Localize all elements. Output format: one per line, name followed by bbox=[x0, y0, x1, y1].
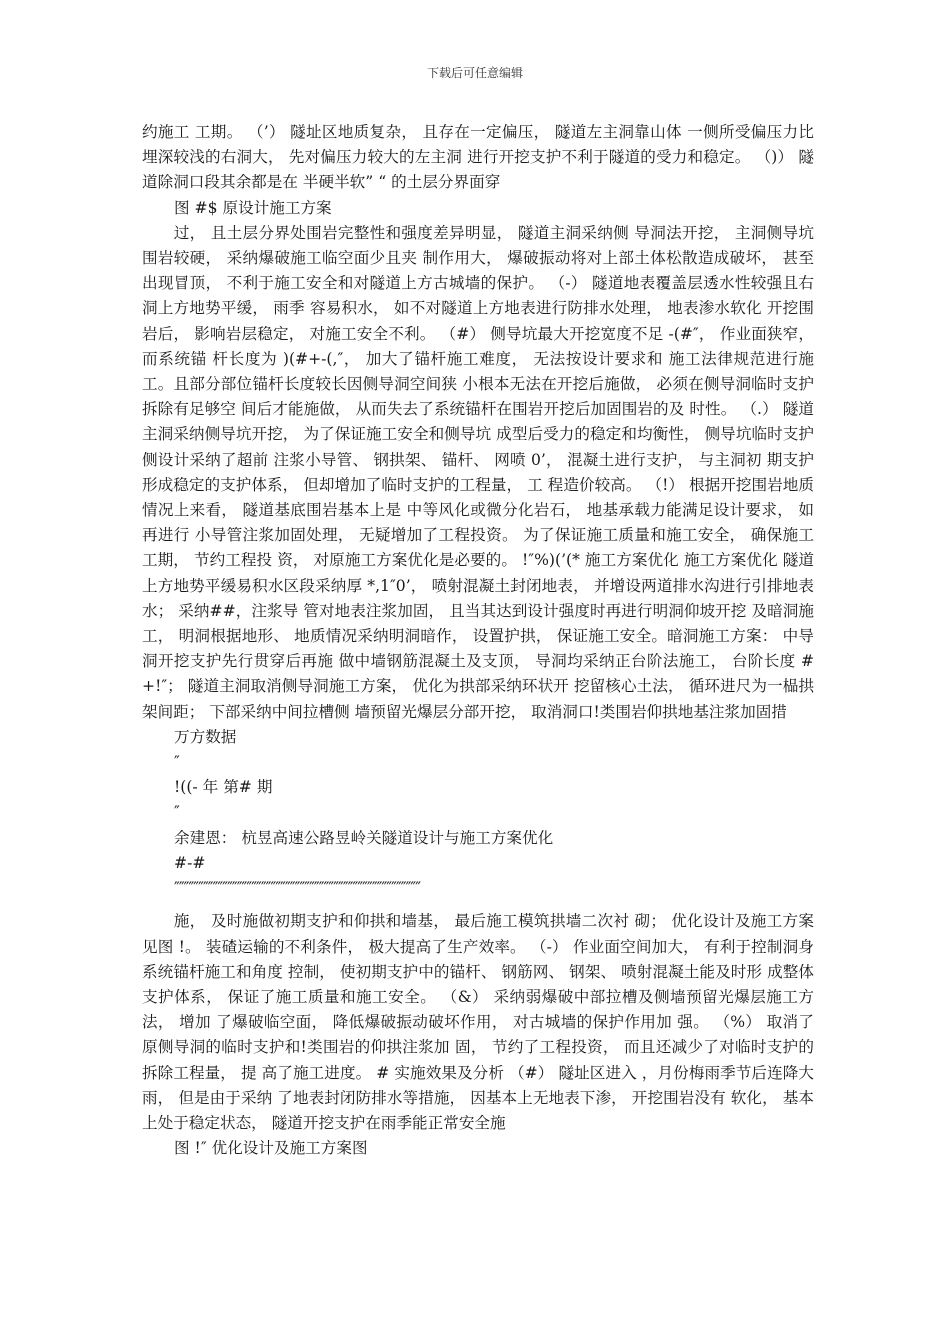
figure-caption-optimized-plan: 图 !″ 优化设计及施工方案图 bbox=[174, 1139, 368, 1158]
page-header: 下载后可任意编辑 bbox=[426, 66, 523, 80]
issue-line: !((- 年 第# 期 bbox=[174, 778, 273, 797]
running-title-line: 余建恩： 杭昱高速公路昱岭关隧道设计与施工方案优化 bbox=[174, 828, 554, 847]
paragraph-1: 约施工 工期。 （’） 隧址区地质复杂， 且存在一定偏压， 隧道左主洞靠山体 一侧所受偏压力比埋深较浅的右洞大， 先对偏压力较大的左主洞 进行开挖支护不利于隧道的受力和稳定。 （)） 隧道除洞口段其余都是在 半硬半软” “ 的土层分界面穿 bbox=[142, 123, 814, 192]
paragraph-3: 施， 及时施做初期支护和仰拱和墙基， 最后施工模筑拱墙二次衬 砌； 优化设计及施工方案见图 !。 装碴运输的不利条件， 极大提高了生产效率。 （-） 作业面空间加大， 有利于控制洞身系统锚杆施工和角度 控制， 使初期支护中的锚杆、 钢筋网、 钢架、 喷射混凝土能及时形 成整体支护体系， 保证了施工质量和施工安全。 （&） 采纳弱爆破中部拉槽及侧墙预留光爆层施工方法， 增加 了爆破临空面， 降低爆破振动破坏作用， 对古城墙的保护作用加 强。 （%） 取消了原侧导洞的临时支护和!类围岩的仰拱注浆加 固， 节约了工程投资， 而且还减少了对临时支护的拆除工程量， 提 高了施工进度。 # 实施效果及分析 （#） 隧址区进入 ，月份梅雨季节后连降大雨， 但是由于采纳 了地表封闭防排水等措施， 因基本上无地表下渗， 开挖围岩没有 软化， 基本上处于稳定状态， 隧道开挖支护在雨季能正常安全施 bbox=[142, 912, 814, 1132]
figure-caption-original-plan: 图 #$ 原设计施工方案 bbox=[174, 198, 332, 217]
document-body bbox=[142, 120, 814, 1161]
spacer bbox=[142, 901, 814, 909]
page-number-line: #-# bbox=[174, 853, 206, 872]
watermark-source-line: 万方数据 bbox=[174, 727, 237, 746]
paragraph-2: 过， 且土层分界处围岩完整性和强度差异明显， 隧道主洞采纳侧 导洞法开挖， 主洞侧导坑围岩较硬， 采纳爆破施工临空面少且夹 制作用大， 爆破振动将对上部土体松散造成破坏， 甚至出现冒顶， 不利于施工安全和对隧道上方古城墙的保护。 （-） 隧道地表覆盖层透水性较强且右洞上方地势平缓， 雨季 容易积水， 如不对隧道上方地表进行防排水处理， 地表渗水软化 开挖围岩后， 影响岩层稳定， 对施工安全不利。 （#） 侧导坑最大开挖宽度不足 -(#″， 作业面狭窄， 而系统锚 杆长度为 )(#+-(,″， 加大了锚杆施工难度， 无法按设计要求和 施工法律规范进行施工。且部分部位锚杆长度较长因侧导洞空间狭 小根本无法在开挖后施做， 必须在侧导洞临时支护拆除有足够空 间后才能施做， 从而失去了系统锚杆在围岩开挖后加固围岩的及 时性。 （.） 隧道主洞采纳侧导坑开挖， 为了保证施工安全和侧导坑 成型后受力的稳定和均衡性， 侧导坑临时支护侧设计采纳了超前 注浆小导管、 钢拱架、 锚杆、 网喷 0’， 混凝土进行支护， 与主洞初 期支护形成稳定的支护体系， 但却增加了临时支护的工程量， 工 程造价较高。 （!） 根据开挖围岩地质情况上来看， 隧道基底围岩基本上是 中等风化或微分化岩石， 地基承载力能满足设计要求， 如再进行 小导管注浆加固处理， 无疑增加了工程投资。 为了保证施工质量和施工安全， 确保施工工期， 节约工程投 资， 对原施工方案优化是必要的。 !″%)(’(* 施工方案优化 施工方案优化 隧道上方地势平缓易积水区段采纳厚 *,1″0’， 喷射混凝土封闭地表， 并增设两道排水沟进行引排地表水； 采纳##，注浆导 管对地表注浆加固， 且当其达到设计强度时再进行明洞仰坡开挖 及暗洞施工， 明洞根据地形、 地质情况采纳明洞暗作， 设置护拱， 保证施工安全。暗洞施工方案： 中导洞开挖支护先行贯穿后再施 做中墙钢筋混凝土及支顶， 导洞均采纳正台阶法施工， 台阶长度 #+!″； 隧道主洞取消侧导洞施工方案， 优化为拱部采纳环状开 挖留核心土法， 循环进尺为一榀拱架间距； 下部采纳中间拉槽侧 墙预留光爆层分部开挖， 取消洞口!类围岩仰拱地基注浆加固措 bbox=[142, 223, 814, 721]
symbol-line: ″ bbox=[174, 803, 180, 822]
separator-line: ″″″″″″″″″″″″″″″″″″″″″″″″″″″″″″″″″″″″″″″″″″″″″″″″″″″ bbox=[174, 879, 421, 898]
symbol-line: ″ bbox=[174, 753, 180, 772]
